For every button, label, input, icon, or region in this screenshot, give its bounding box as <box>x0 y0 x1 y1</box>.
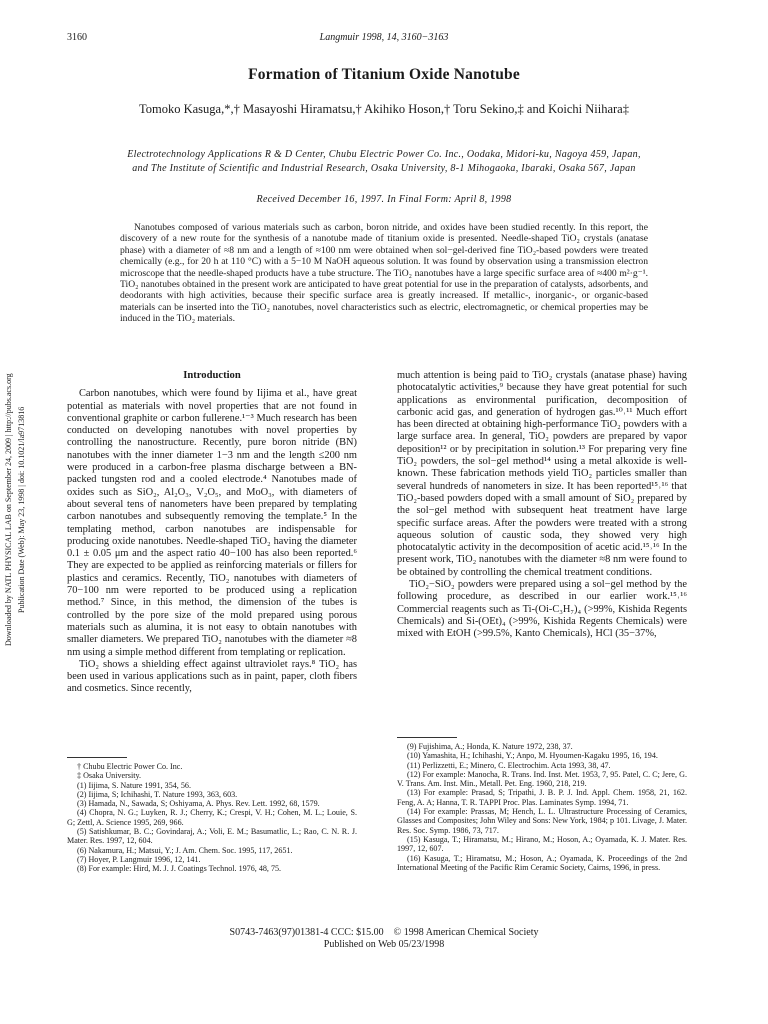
page-footer <box>0 927 768 951</box>
copyright-line: S0743-7463(97)01381-4 CCC: $15.00 © 1998 American Chemical Society <box>229 927 539 938</box>
footnote: ‡ Osaka University. <box>77 771 141 781</box>
footnote: † Chubu Electric Power Co. Inc. <box>77 762 183 771</box>
reference-item: (7) Hoyer, P. Langmuir 1996, 12, 141. <box>77 854 201 864</box>
footnotes-left <box>67 757 357 874</box>
received-dates: Received December 16, 1997. In Final Form: April 8, 1998 <box>256 194 512 205</box>
reference-item: (5) Satishkumar, B. C.; Govindaraj, A.; Voli, E. M.; Basumatlic, L.; Rao, C. N. R. J. Mater. Res. 1997, 12, 604. <box>67 827 357 846</box>
reference-item: (1) Iijima, S. Nature 1991, 354, 56. <box>77 780 191 790</box>
reference-item: (12) For example: Manocha, R. Trans. Ind. Inst. Met. 1953, 7, 95. Patel, C. C; Jere, G. V. Trans. Am. Inst. Min., Metall. Pet. Eng. 1960, 218, 219. <box>397 769 687 789</box>
paragraph: Carbon nanotubes, which were found by Iijima et al., have great potential as materials with novel properties that are not found in conventional graphite or carbon fullerene.¹⁻³ Much research has been conducted on developing nanotubes with novel properties by controlling the nanostructure. Recently, pure boron nitride (BN) nanotubes with the inner diameter 1−3 nm and the length ≤200 nm were produced in a carbon-free plasma discharge between a BN-packed tungsten rod and a cooled electrode.⁴ Nanotubes made of oxides such as SiO₂, Al₂O₃, V₂O₅, and MoO₃, with diameters of about several tens of nanometers have been prepared by templating carbon nanotubes and subsequently removing the template.⁵ In the templating method, carbon nanotubes are indispensable for producing oxide nanotubes. Needle-shaped TiO₂ having the diameter 0.1 ± 0.05 μm and the aspect ratio 40−100 has also been reported.⁶ They are expected to be applied as reinforcing materials or fillers for plastics and ceramics. Recently, TiO₂ nanotubes with diameters of 70−100 nm were reported to be produced using a replication method.⁷ Since, in this method, the dimension of the tubes is controlled by the pore size of the mold prepared using porous materials such as alumina, it is not easy to obtain nanotubes with smaller diameters. We prepared TiO₂ nanotubes with the diameter ≈8 nm using a simple method different from templating or replication. <box>67 388 357 658</box>
article-title: Formation of Titanium Oxide Nanotube <box>248 66 520 83</box>
journal-citation: Langmuir 1998, 14, 3160−3163 <box>319 32 449 43</box>
reference-item: (9) Fujishima, A.; Honda, K. Nature 1972, 238, 37. <box>407 742 573 751</box>
download-sidebar <box>2 330 32 690</box>
web-publication-line: Published on Web 05/23/1998 <box>323 939 445 950</box>
reference-item: (16) Kasuga, T.; Hiramatsu, M.; Hoson, A.; Oyamada, K. Proceedings of the 2nd International Meeting of the Pacific Rim Ceramic Society, Cairns, 1996, in press. <box>397 853 687 872</box>
reference-item: (8) For example: Hird, M. J. J. Coatings Technol. 1976, 48, 75. <box>77 864 282 874</box>
publication-info[interactable]: Publication Date (Web): May 23, 1998 | doi: 10.1021/la9713816 <box>17 406 26 614</box>
page-number: 3160 <box>67 32 87 43</box>
section-heading-introduction: Introduction <box>183 370 241 381</box>
paragraph: much attention is being paid to TiO₂ crystals (anatase phase) having photocatalytic activities,⁹ because they have great potential for such applications as environmental purification, decomposition of carbonic acid gas, and generation of hydrogen gas.¹⁰˒¹¹ Much effort has been directed at obtaining high-performance TiO₂ powders with a large surface area. In general, TiO₂ powders are prepared by vapor deposition¹² or by precipitation in solution.¹³ For preparing very fine TiO₂ powders, the sol−gel method¹⁴ using a metal alkoxide is well-known. These fabrication methods yield TiO₂ particles smaller than several hundreds of nanometers in size. It has been reported¹⁵˒¹⁶ that TiO₂-based powders doped with a small amount of SiO₂ prepared by the sol−gel method with subsequent heat treatment have large specific surface areas. After the powders were treated with a strong aqueous solution of caustic soda, they showed very high photocatalytic activity in the decomposition of acetic acid.¹⁵˒¹⁶ In the present work, TiO₂ nanotubes with the diameter ≈8 nm were found to be obtained by controlling the chemical treatment conditions. <box>397 370 687 578</box>
reference-item: (10) Yamashita, H.; Ichihashi, Y.; Anpo, M. Hyoumen-Kagaku 1995, 16, 194. <box>407 751 658 761</box>
footnote-rule <box>67 757 127 758</box>
reference-item: (11) Perlizzetti, E.; Minero, C. Electrochim. Acta 1993, 38, 47. <box>407 760 611 770</box>
right-column <box>397 370 687 641</box>
reference-item: (3) Hamada, N., Sawada, S; Oshiyama, A. Phys. Rev. Lett. 1992, 68, 1579. <box>77 799 320 809</box>
reference-item: (15) Kasuga, T.; Hiramatsu, M.; Hirano, M.; Hoson, A.; Oyamada, K. J. Mater. Res. 1997, 12, 607. <box>397 834 687 854</box>
reference-item: (14) For example: Prassas, M; Hench, L. L. Ultrastructure Processing of Ceramics, Glasses and Composites; John Wiley and Sons: New York, 1984; p 101. Livage, J. Mater. Res. Soc. Symp. 1986, 73, 717. <box>397 807 687 835</box>
reference-rule <box>397 737 457 738</box>
paragraph: TiO₂−SiO₂ powders were prepared using a sol−gel method by the following procedure, as described in our earlier work.¹⁵˒¹⁶ Commercial reagents such as Ti-(Oi-C₃H₇)₄ (>99%, Kishida Regents Chemicals) and Si-(OEt)₄ (>99%, Kishida Regents Chemicals) were mixed with EtOH (>99.5%, Kanto Chemicals), HCl (35−37%, <box>397 579 687 640</box>
left-column <box>67 366 357 696</box>
paragraph: TiO₂ shows a shielding effect against ultraviolet rays.⁸ TiO₂ has been used in various applications such as in paint, paper, cloth fibers and cosmetics. Since recently, <box>67 658 357 695</box>
reference-item: (13) For example: Prasad, S; Tripathi, J. B. P. J. Ind. Appl. Chem. 1958, 21, 162. Feng, A. A; Hanna, T. R. TAPPI Proc. Plas. Laminates Symp. 1994, 71. <box>397 788 687 807</box>
download-info[interactable]: Downloaded by NATL PHYSICAL LAB on September 24, 2009 | http://pubs.acs.org <box>4 373 13 647</box>
references-right <box>397 737 687 872</box>
author-list: Tomoko Kasuga,*,† Masayoshi Hiramatsu,† Akihiko Hoson,† Toru Sekino,‡ and Koichi Niihara‡ <box>139 102 629 116</box>
reference-item: (4) Chopra, N. G.; Luyken, R. J.; Cherry, K.; Crespi, V. H.; Cohen, M. L.; Louie, S. G; Zettl, A. Science 1995, 269, 966. <box>67 808 357 827</box>
reference-item: (2) Iijima, S; Ichihashi, T. Nature 1993, 363, 603. <box>77 789 238 799</box>
abstract: Nanotubes composed of various materials such as carbon, boron nitride, and oxides have been studied recently. In this report, the discovery of a new route for the synthesis of a nanotube made of titanium oxide is presented. Needle-shaped TiO₂ crystals (anatase phase) with a diameter of ≈8 nm and a length of ≈100 nm were obtained when sol−gel-derived fine TiO₂-based powders were treated chemically (e.g., for 20 h at 110 °C) with a 5−10 M NaOH aqueous solution. It was found by observation using a transmission electron microscope that the needle-shaped products have a tube structure. The TiO₂ nanotubes have a large specific surface area of ≈400 m²·g⁻¹. TiO₂ nanotubes obtained in the present work are anticipated to have great potential for use in the preparation of catalysts, adsorbents, and deodorants with high activities, because their specific surface area is greatly increased. If metallic-, inorganic-, or organic-based materials can be inserted into the TiO₂ nanotubes, novel characteristics such as electric, electromagnetic, or chemical properties may be induced in the TiO₂ materials. <box>120 222 648 325</box>
reference-item: (6) Nakamura, H.; Matsui, Y.; J. Am. Chem. Soc. 1995, 117, 2651. <box>77 845 293 855</box>
affiliations: Electrotechnology Applications R & D Center, Chubu Electric Power Co. Inc., Oodaka, Midori-ku, Nagoya 459, Japan, and The Institute of Scientific and Industrial Research, Osaka University, 8-1 Mihogaoka, Ibaraki, Osaka 567, Japan <box>127 149 641 174</box>
